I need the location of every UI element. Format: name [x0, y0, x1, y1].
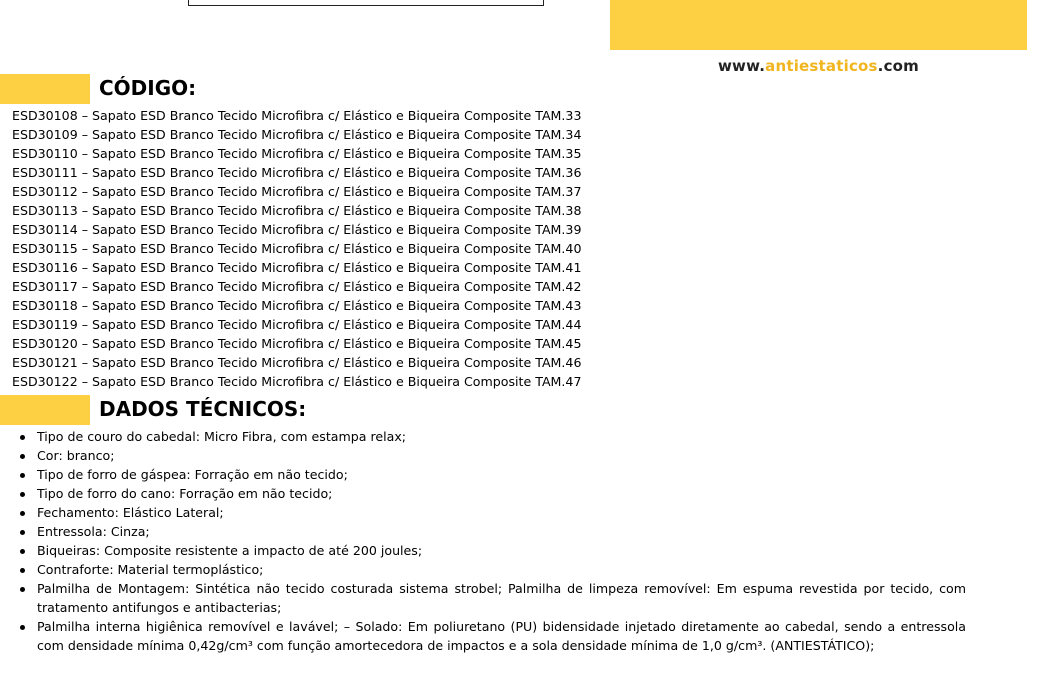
website-accent: antiestaticos: [765, 57, 878, 75]
list-item: ESD30110 – Sapato ESD Branco Tecido Microfibra c/ Elástico e Biqueira Composite TAM.35: [12, 146, 582, 161]
list-item: Tipo de couro do cabedal: Micro Fibra, com estampa relax;: [37, 427, 966, 446]
list-item: Tipo de forro de gáspea: Forração em não tecido;: [37, 465, 966, 484]
list-item: Palmilha interna higiênica removível e lavável; – Solado: Em poliuretano (PU) bidensidade injetado diretamente ao cabedal, sendo a entressola com densidade mínima 0,42g/cm³ com função amortecedora de impactos e a sola densidade mínima de 1,0 g/cm³. (ANTIESTÁTICO);: [37, 619, 966, 653]
dados-tecnicos-section-bar: [0, 395, 90, 425]
list-item: Tipo de forro do cano: Forração em não tecido;: [37, 484, 966, 503]
list-item: ESD30113 – Sapato ESD Branco Tecido Microfibra c/ Elástico e Biqueira Composite TAM.38: [12, 203, 582, 218]
list-item: ESD30115 – Sapato ESD Branco Tecido Microfibra c/ Elástico e Biqueira Composite TAM.40: [12, 241, 582, 256]
list-item: ESD30122 – Sapato ESD Branco Tecido Microfibra c/ Elástico e Biqueira Composite TAM.47: [12, 374, 582, 389]
dados-tecnicos-list: [37, 427, 966, 655]
list-item: ESD30108 – Sapato ESD Branco Tecido Microfibra c/ Elástico e Biqueira Composite TAM.33: [12, 108, 582, 123]
list-item: Entressola: Cinza;: [37, 522, 966, 541]
website-prefix: www.: [718, 57, 766, 75]
dados-tecnicos-title: DADOS TÉCNICOS:: [99, 397, 307, 421]
list-item: ESD30121 – Sapato ESD Branco Tecido Microfibra c/ Elástico e Biqueira Composite TAM.46: [12, 355, 582, 370]
list-item: Cor: branco;: [37, 446, 966, 465]
list-item: Palmilha de Montagem: Sintética não tecido costurada sistema strobel; Palmilha de limpeza removível: Em espuma revestida por tecido, com tratamento antifungos e antibacterias;: [37, 581, 966, 615]
list-item: ESD30109 – Sapato ESD Branco Tecido Microfibra c/ Elástico e Biqueira Composite TAM.34: [12, 127, 582, 142]
top-frame: [188, 0, 544, 6]
website-url[interactable]: [718, 57, 919, 75]
list-item: ESD30120 – Sapato ESD Branco Tecido Microfibra c/ Elástico e Biqueira Composite TAM.45: [12, 336, 582, 351]
website-suffix: .com: [877, 57, 919, 75]
codigo-title: CÓDIGO:: [99, 76, 197, 100]
codigo-section-bar: [0, 74, 90, 104]
list-item: ESD30117 – Sapato ESD Branco Tecido Microfibra c/ Elástico e Biqueira Composite TAM.42: [12, 279, 582, 294]
list-item: Contraforte: Material termoplástico;: [37, 560, 966, 579]
list-item: ESD30114 – Sapato ESD Branco Tecido Microfibra c/ Elástico e Biqueira Composite TAM.39: [12, 222, 582, 237]
header-banner: [610, 0, 1027, 50]
list-item: ESD30118 – Sapato ESD Branco Tecido Microfibra c/ Elástico e Biqueira Composite TAM.43: [12, 298, 582, 313]
list-item: ESD30112 – Sapato ESD Branco Tecido Microfibra c/ Elástico e Biqueira Composite TAM.37: [12, 184, 582, 199]
list-item: ESD30116 – Sapato ESD Branco Tecido Microfibra c/ Elástico e Biqueira Composite TAM.41: [12, 260, 582, 275]
list-item: ESD30119 – Sapato ESD Branco Tecido Microfibra c/ Elástico e Biqueira Composite TAM.44: [12, 317, 582, 332]
list-item: Biqueiras: Composite resistente a impacto de até 200 joules;: [37, 541, 966, 560]
codigo-list: [12, 106, 581, 391]
list-item: ESD30111 – Sapato ESD Branco Tecido Microfibra c/ Elástico e Biqueira Composite TAM.36: [12, 165, 582, 180]
list-item: Fechamento: Elástico Lateral;: [37, 503, 966, 522]
